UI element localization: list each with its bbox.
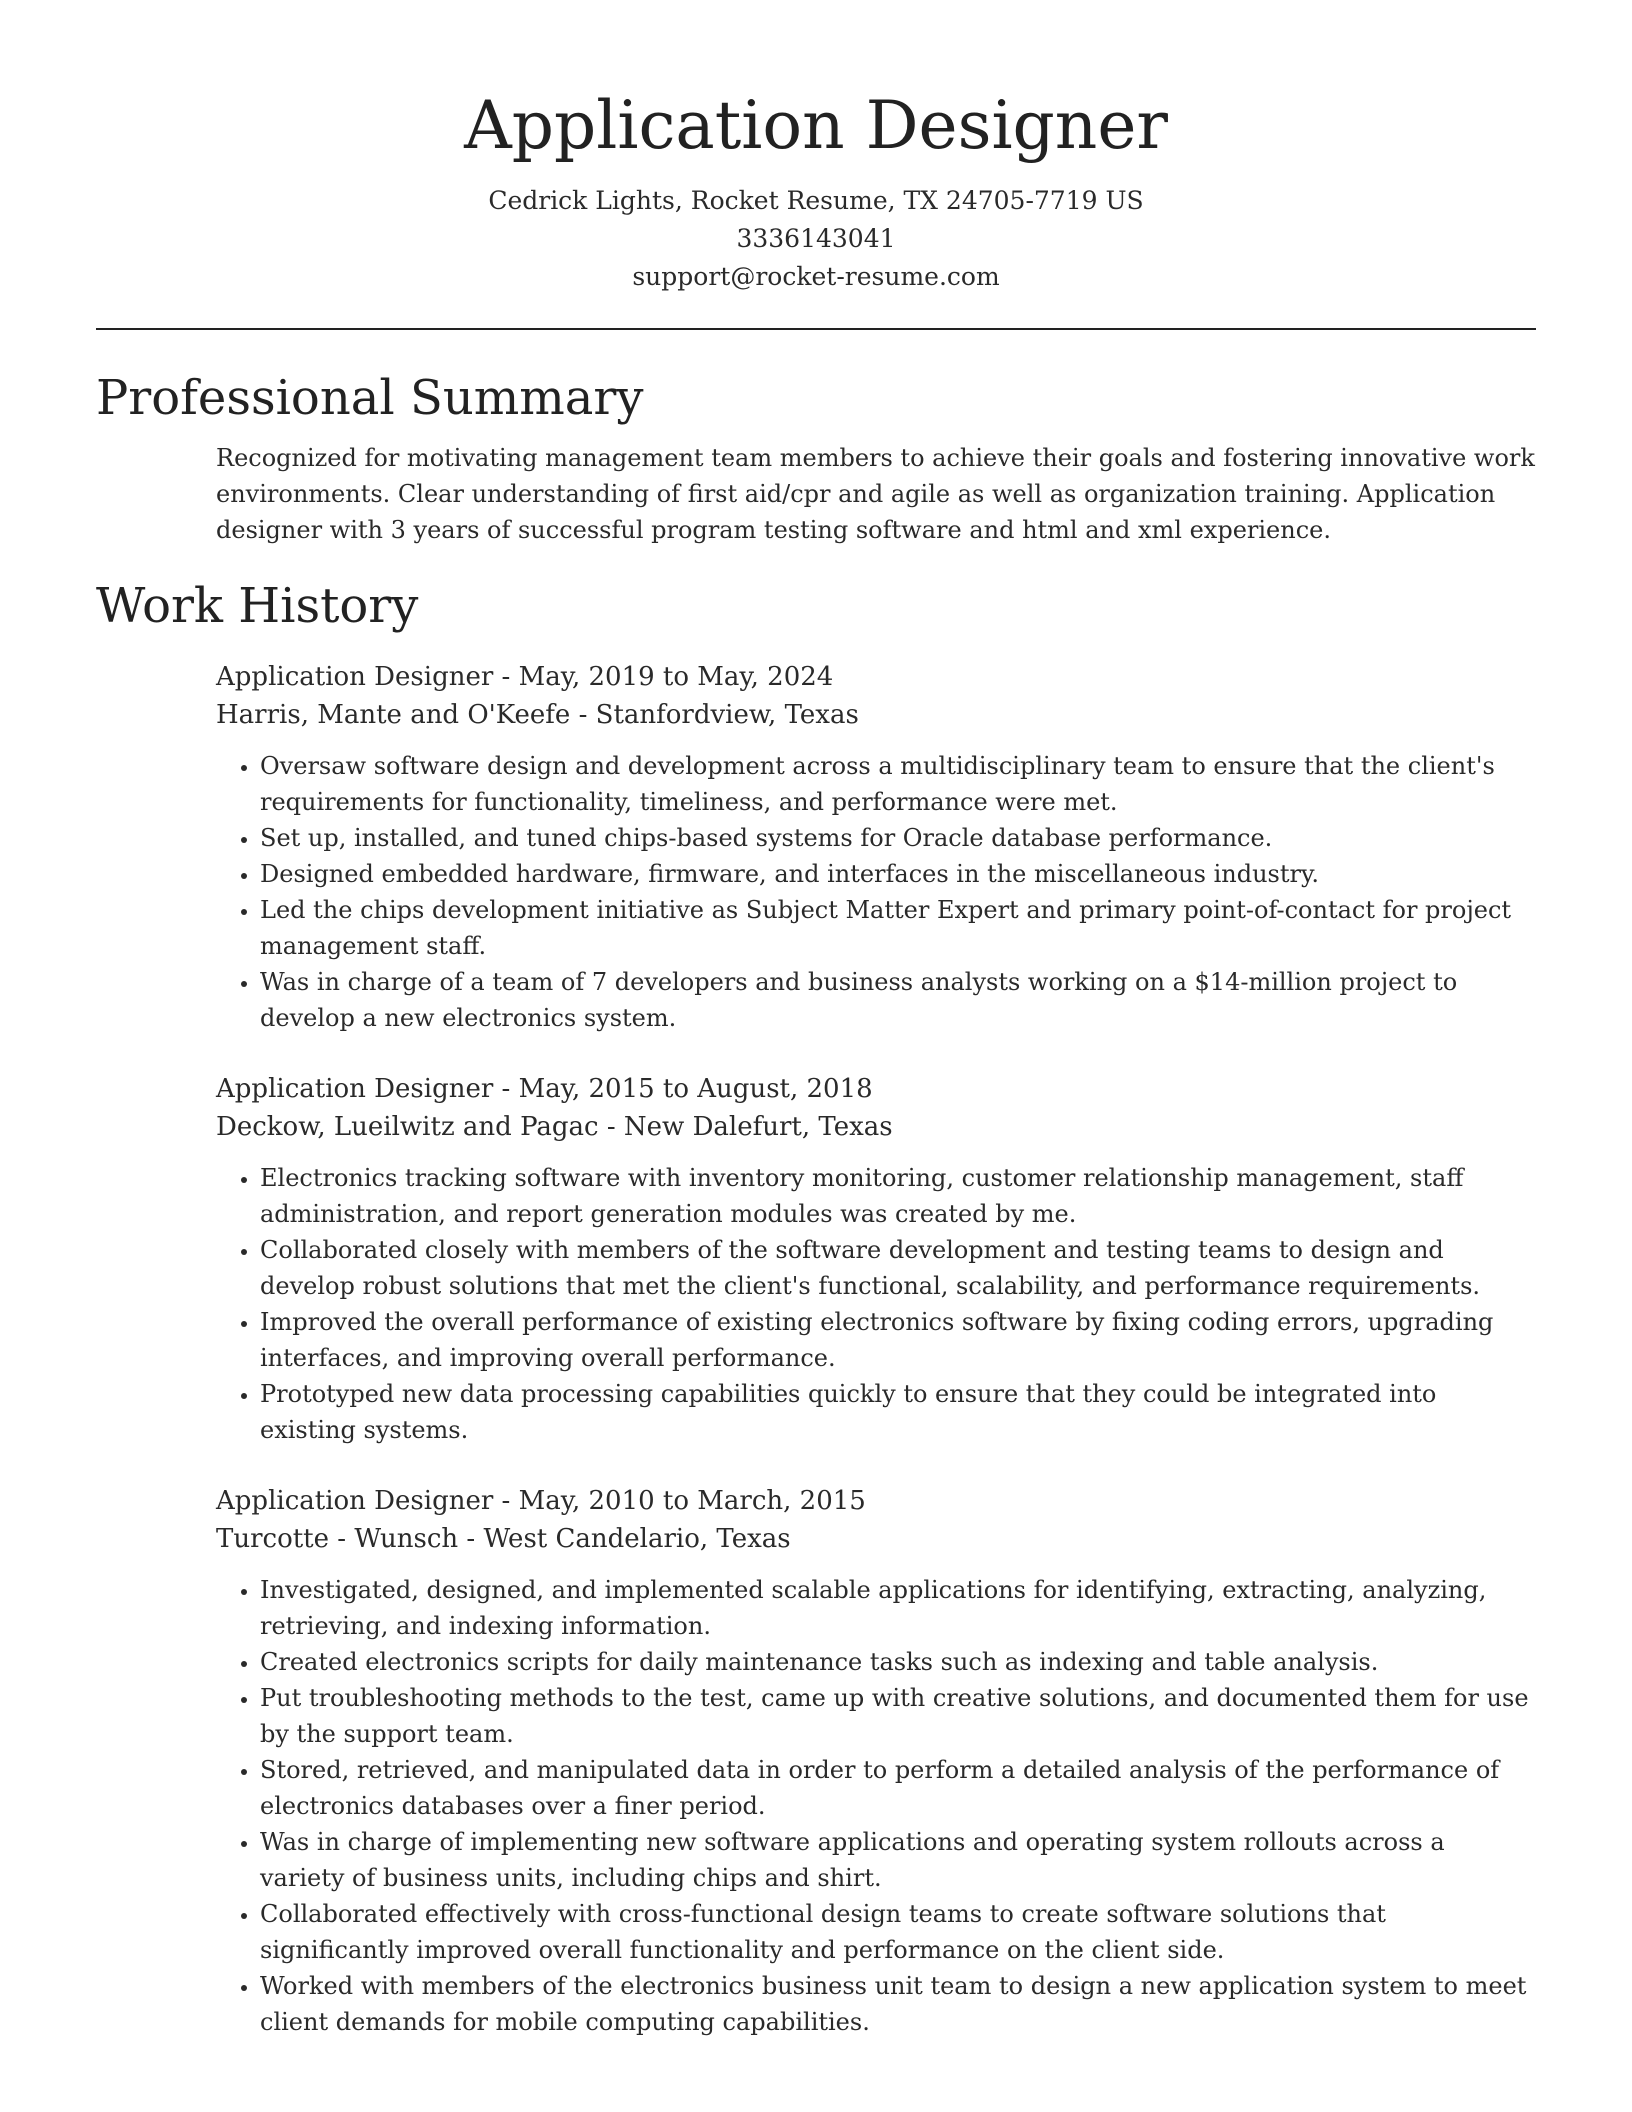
contact-info xyxy=(96,182,1536,296)
job-entry xyxy=(216,1070,1536,1448)
job-title-line xyxy=(216,1482,1536,1520)
job-title: Application Designer xyxy=(216,1486,494,1516)
jobs-list xyxy=(216,658,1536,2040)
job-bullet: • Designed embedded hardware, firmware, and interfaces in the miscellaneous industry. xyxy=(260,856,1536,892)
job-entry xyxy=(216,1482,1536,2040)
job-bullet: • Investigated, designed, and implemented scalable applications for identifying, extracting, analyzing, retrieving, and indexing information. xyxy=(260,1572,1536,1644)
job-bullet: • Improved the overall performance of existing electronics software by fixing coding errors, upgrading interfaces, and improving overall performance. xyxy=(260,1304,1536,1376)
job-bullets xyxy=(216,1572,1536,2040)
job-bullet: • Led the chips development initiative as Subject Matter Expert and primary point-of-contact for project management staff. xyxy=(260,892,1536,964)
job-location: - New Dalefurt, Texas xyxy=(598,1112,893,1142)
summary-text: Recognized for motivating management team members to achieve their goals and fostering innovative work environments. Clear understanding of first aid/cpr and agile as well as organization training. Application designer with 3 years of successful program testing software and html and xml experience. xyxy=(216,444,1535,544)
job-company: Turcotte - Wunsch xyxy=(216,1524,459,1554)
job-title-line xyxy=(216,1070,1536,1108)
job-entry xyxy=(216,658,1536,1036)
job-company: Harris, Mante and O'Keefe xyxy=(216,700,571,730)
job-bullet: • Set up, installed, and tuned chips-based systems for Oracle database performance. xyxy=(260,820,1536,856)
job-bullet: • Put troubleshooting methods to the test, came up with creative solutions, and documented them for use by the support team. xyxy=(260,1680,1536,1752)
job-bullet: • Oversaw software design and development across a multidisciplinary team to ensure that the client's requirements for functionality, timeliness, and performance were met. xyxy=(260,748,1536,820)
job-title: Application Designer xyxy=(216,1074,494,1104)
job-title-line xyxy=(216,658,1536,696)
job-dates: - May, 2015 to August, 2018 xyxy=(493,1074,873,1104)
job-bullet: • Created electronics scripts for daily maintenance tasks such as indexing and table analysis. xyxy=(260,1644,1536,1680)
job-location: - Stanfordview, Texas xyxy=(570,700,859,730)
job-company-line xyxy=(216,1520,1536,1558)
job-dates: - May, 2019 to May, 2024 xyxy=(493,662,834,692)
summary-section xyxy=(96,366,1536,548)
job-bullets xyxy=(216,1160,1536,1448)
job-bullet: • Collaborated effectively with cross-functional design teams to create software solutions that significantly improved overall functionality and performance on the client side. xyxy=(260,1896,1536,1968)
job-bullet: • Prototyped new data processing capabilities quickly to ensure that they could be integrated into existing systems. xyxy=(260,1376,1536,1448)
job-company: Deckow, Lueilwitz and Pagac xyxy=(216,1112,599,1142)
job-bullet: • Electronics tracking software with inventory monitoring, customer relationship management, staff administration, and report generation modules was created by me. xyxy=(260,1160,1536,1232)
resume-header xyxy=(96,0,1536,296)
work-history-heading: Work History xyxy=(96,578,419,634)
job-company-line xyxy=(216,1108,1536,1146)
job-bullet: • Was in charge of implementing new software applications and operating system rollouts across a variety of business units, including chips and shirt. xyxy=(260,1824,1536,1896)
resume-title: Application Designer xyxy=(464,87,1168,164)
header-divider xyxy=(96,328,1536,330)
job-dates: - May, 2010 to March, 2015 xyxy=(493,1486,866,1516)
contact-phone: 3336143041 xyxy=(736,224,896,253)
job-bullet: • Worked with members of the electronics business unit team to design a new application system to meet client demands for mobile computing capabilities. xyxy=(260,1968,1536,2040)
summary-heading: Professional Summary xyxy=(96,370,644,426)
job-bullet: • Stored, retrieved, and manipulated data in order to perform a detailed analysis of the performance of electronics databases over a finer period. xyxy=(260,1752,1536,1824)
work-history-section xyxy=(96,574,1536,2040)
job-title: Application Designer xyxy=(216,662,494,692)
contact-email: support@rocket-resume.com xyxy=(632,262,1000,291)
contact-address: Cedrick Lights, Rocket Resume, TX 24705-7719 US xyxy=(488,186,1144,215)
job-bullets xyxy=(216,748,1536,1036)
job-company-line xyxy=(216,696,1536,734)
job-bullet: • Was in charge of a team of 7 developers and business analysts working on a $14-million project to develop a new electronics system. xyxy=(260,964,1536,1036)
job-location: - West Candelario, Texas xyxy=(458,1524,791,1554)
job-bullet: • Collaborated closely with members of the software development and testing teams to design and develop robust solutions that met the client's functional, scalability, and performance requirements. xyxy=(260,1232,1536,1304)
